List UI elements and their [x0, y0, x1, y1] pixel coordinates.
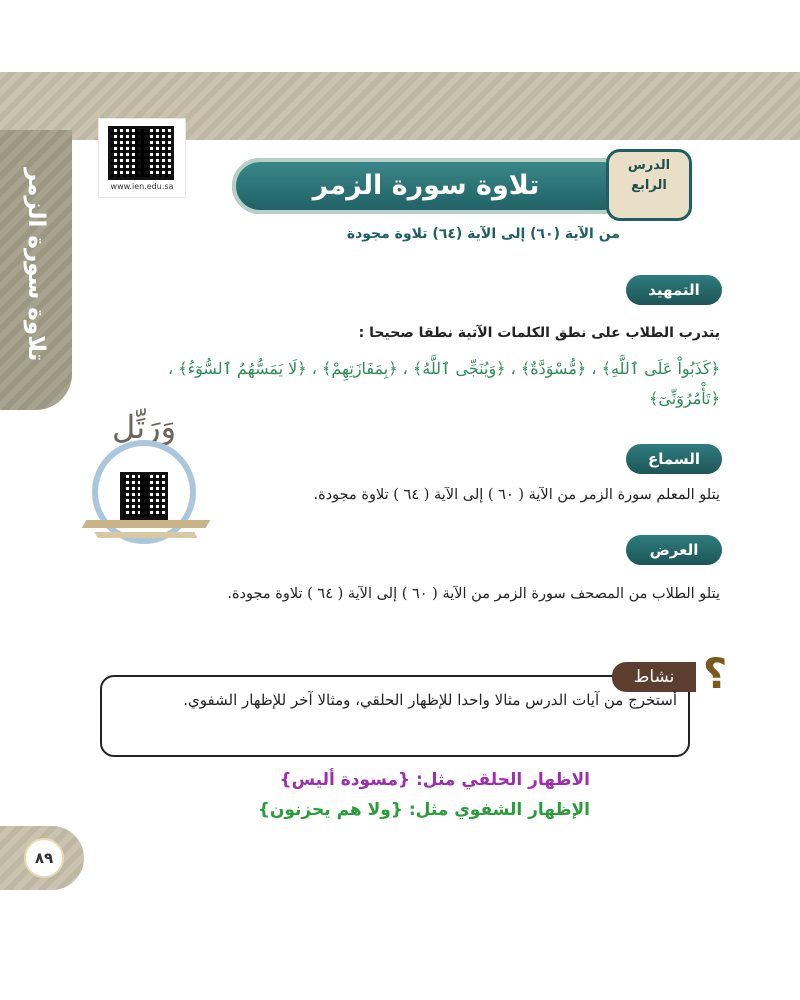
listening-text: يتلو المعلم سورة الزمر من الآية ( ٦٠ ) إلى الآية ( ٦٤ ) تلاوة مجودة.: [313, 487, 720, 503]
intro-text: يتدرب الطلاب على نطق الكلمات الآتية نطقا صحيحا :: [358, 325, 720, 341]
intro-verses: ﴿كَذَبُواْ عَلَى ٱللَّهِ﴾ ، ﴿مُّسْوَدَّةٌ﴾ ، ﴿وَيُنَجِّى ٱللَّهُ﴾ ، ﴿بِمَفَازَتِهِمْ﴾ ، ﴿لَا يَمَسُّهُمُ ٱلسُّوٓءُ﴾ ، ﴿تَأْمُرُوٓنِّىٓ﴾: [168, 359, 720, 408]
qr-url-label: www.ien.edu.sa: [110, 182, 174, 191]
section-label-listening: السماع: [626, 444, 722, 474]
section-label-presentation: العرض: [626, 535, 722, 565]
lesson-title: تلاوة سورة الزمر: [312, 170, 540, 201]
qr-code-icon[interactable]: [108, 126, 174, 180]
quran-stand-base-icon: [94, 532, 197, 538]
content-area: [82, 140, 800, 1000]
side-chapter-title: تلاوة سورة الزمر: [23, 168, 49, 362]
answer-shafawi: الإظهار الشفوي مثل: {ولا هم يحزنون}: [257, 800, 590, 820]
section-label-intro: التمهيد: [626, 275, 722, 305]
activity-question: أستخرج من آيات الدرس مثالا واحدا للإظهار الحلقي، ومثالا آخر للإظهار الشفوي.: [183, 691, 677, 709]
quran-stand-icon: [82, 520, 211, 528]
activity-label: نشاط: [612, 662, 696, 692]
lesson-badge-label: الدرس الرابع: [627, 158, 671, 193]
rattil-logo-word: وَرَتِّل: [111, 408, 177, 446]
answer-halqi: الاظهار الحلقي مثل: {مسودة أليس}: [279, 770, 590, 790]
question-mark-icon: ؟: [702, 649, 728, 698]
presentation-text: يتلو الطلاب من المصحف سورة الزمر من الآية ( ٦٠ ) إلى الآية ( ٦٤ ) تلاوة مجودة.: [227, 586, 720, 602]
rattil-qr-code-icon[interactable]: [120, 472, 168, 520]
page-number: ٨٩: [34, 849, 54, 867]
lesson-subtitle: من الآية (٦٠) إلى الآية (٦٤) تلاوة مجودة: [346, 226, 620, 242]
